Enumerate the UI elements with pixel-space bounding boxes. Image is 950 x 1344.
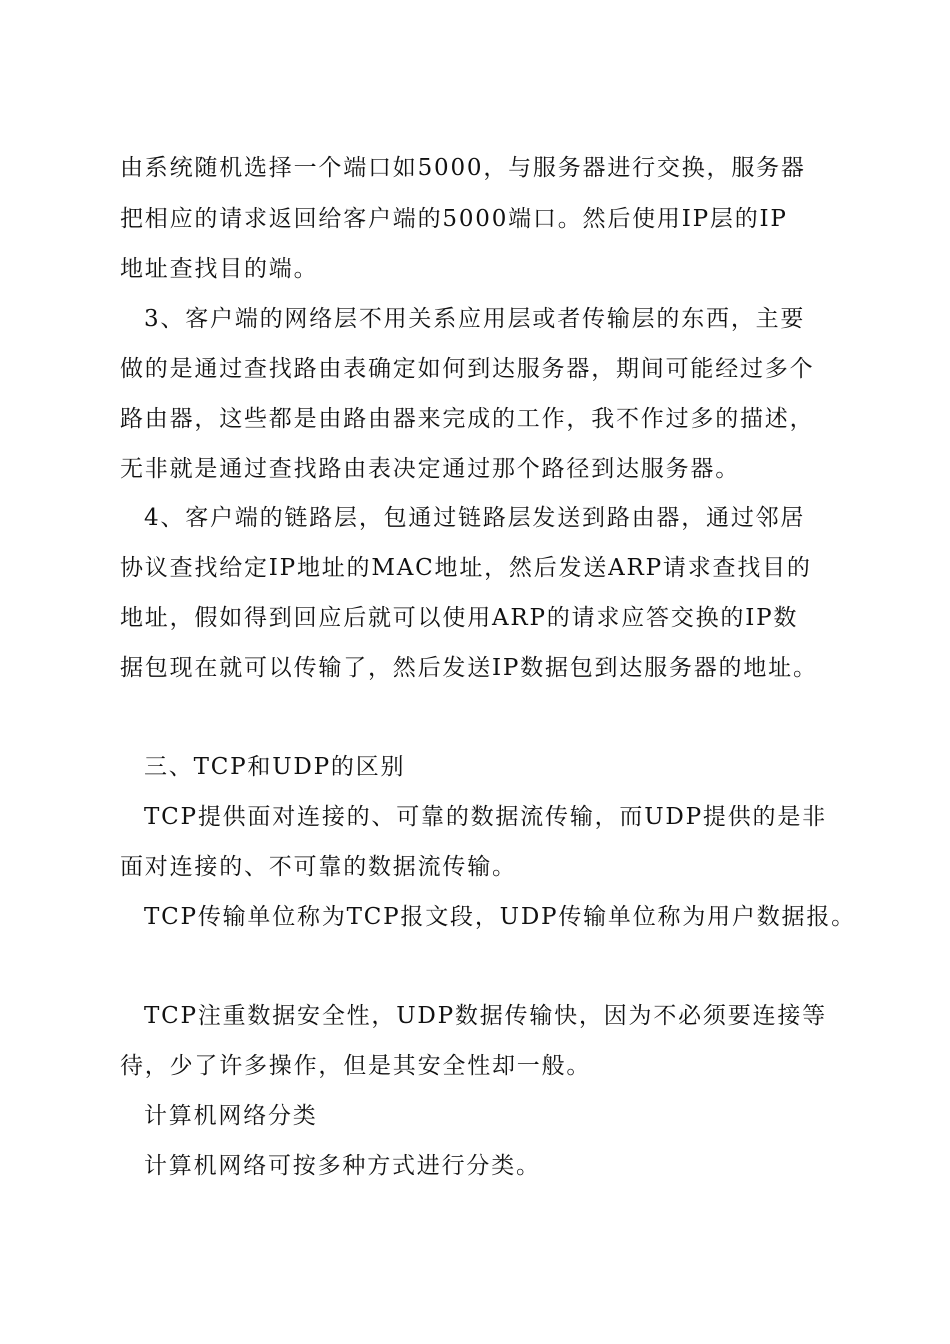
paragraph-line: 据包现在就可以传输了，然后发送IP数据包到达服务器的地址。 — [120, 655, 818, 681]
paragraph-line: 把相应的请求返回给客户端的5000端口。然后使用IP层的IP — [120, 206, 788, 232]
paragraph-line: TCP传输单位称为TCP报文段，UDP传输单位称为用户数据报。 — [144, 904, 856, 930]
paragraph-line: TCP注重数据安全性，UDP数据传输快，因为不必须要连接等 — [144, 1003, 827, 1029]
paragraph-line: 待，少了许多操作，但是其安全性却一般。 — [120, 1053, 592, 1079]
paragraph-line: 3、客户端的网络层不用关系应用层或者传输层的东西，主要 — [144, 306, 806, 332]
section-heading: 计算机网络分类 — [144, 1103, 318, 1129]
paragraph-line: 面对连接的、不可靠的数据流传输。 — [120, 854, 517, 880]
paragraph-line: 4、客户端的链路层，包通过链路层发送到路由器，通过邻居 — [144, 505, 806, 531]
paragraph-line: 路由器，这些都是由路由器来完成的工作，我不作过多的描述， — [120, 406, 815, 432]
paragraph-line: 计算机网络可按多种方式进行分类。 — [144, 1153, 541, 1179]
paragraph-line: 由系统随机选择一个端口如5000，与服务器进行交换，服务器 — [120, 155, 806, 181]
paragraph-line: 协议查找给定IP地址的MAC地址，然后发送ARP请求查找目的 — [120, 555, 812, 581]
paragraph-line: TCP提供面对连接的、可靠的数据流传输，而UDP提供的是非 — [144, 804, 827, 830]
paragraph-line: 地址查找目的端。 — [120, 256, 319, 282]
paragraph-line: 无非就是通过查找路由表决定通过那个路径到达服务器。 — [120, 456, 740, 482]
section-heading: 三、TCP和UDP的区别 — [144, 754, 406, 780]
paragraph-line: 地址，假如得到回应后就可以使用ARP的请求应答交换的IP数 — [120, 605, 799, 631]
paragraph-line: 做的是通过查找路由表确定如何到达服务器，期间可能经过多个 — [120, 356, 815, 382]
